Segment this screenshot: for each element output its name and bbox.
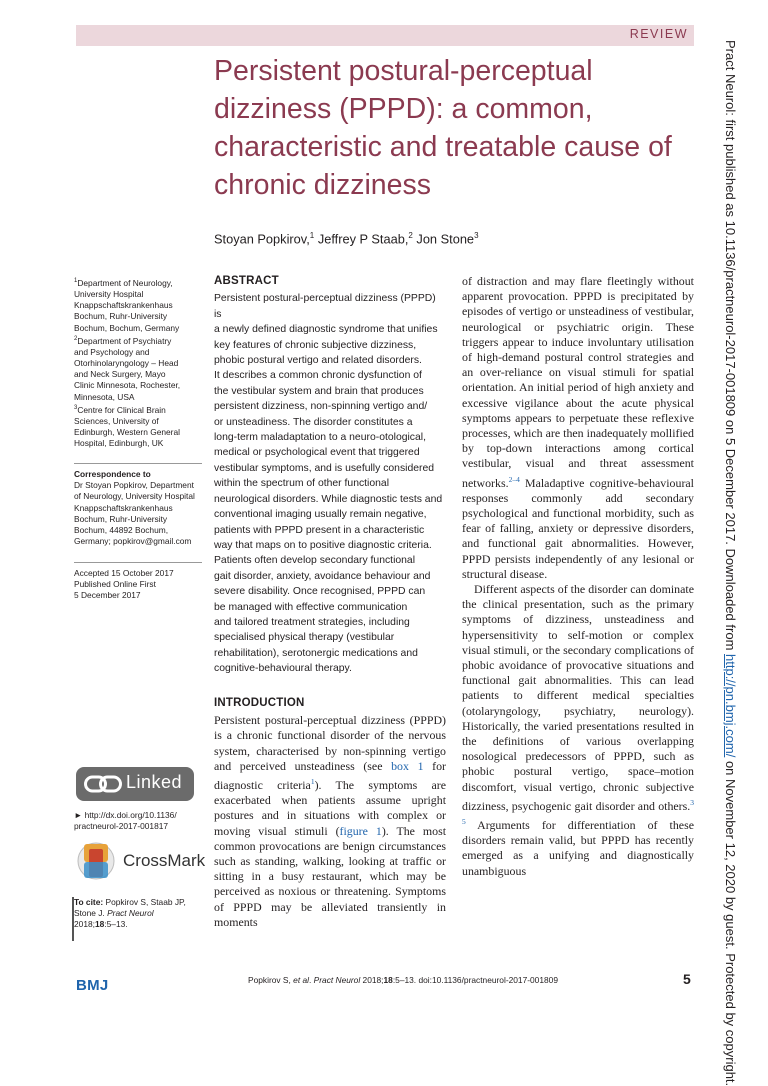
abstract-line: be managed with effective communication [214,601,408,613]
affiliation-line: Department of Psychiatry [77,335,172,346]
related-doi-link[interactable] [74,810,202,832]
footer-journal: Pract Neurol [313,975,361,985]
doi-line[interactable]: ► http://dx.doi.org/10.1136/ [74,810,177,820]
author-affiliation-ref: 1 [309,231,315,240]
correspondence-line: Knappschaftskrankenhaus [74,502,173,513]
introduction-paragraph [214,713,446,930]
affiliation-1 [74,276,202,334]
cite-text: Popkirov S, Staab JP, [105,897,186,907]
body-text: Different aspects of the disorder can dominate the clinical presentation, such as the primary symptoms of dizziness, unsteadiness and hypersensitivity to self-motion or complex visual stimuli, or the secondary complications of phobic avoidance of provocative situations and functional gait abnormalities. This can lead patients to different medical specialties (otolaryngology, psychiatry, neurology). Historically, the varied presentations resulted in the definitions of various overlapping nosological predecessors of PPPD, such as phobic postural vertigo, space–motion discomfort, visual vertigo, chronic subjective dizziness, psychogenic gait disorder and others. [462,582,694,813]
abstract-line: long-term maladaptation to a neuro-otological, [214,432,426,444]
reference-link[interactable]: 1 [310,777,315,787]
footer-volume: 18 [383,975,393,985]
body-paragraph [462,274,694,582]
affiliations [74,276,202,449]
abstract-line: specialised physical therapy (vestibular [214,632,395,644]
doi-line[interactable]: practneurol-2017-001817 [74,821,169,832]
affiliation-2 [74,334,202,403]
introduction-heading: INTRODUCTION [214,697,305,709]
footer-citation [248,975,558,985]
author-name: Jon Stone [416,231,475,247]
affiliation-line: Bochum, Bochum, Germany [74,322,180,333]
abstract-section [214,274,446,677]
abstract-line: and tailored treatment strategies, including [214,616,410,628]
body-text: Maladaptive cognitive-behavioural responses commonly add secondary psychological and functional morbidity, such as fear of falling, anxiety or depressive disorders, and functional gait abnormalities. However, PPPD persists independently of any lesional or structural disease. [462,475,694,581]
abstract-line: or unsteadiness. The disorder constitutes a [214,416,413,428]
chain-link-icon [84,774,122,794]
notice-text: Pract Neurol: first published as 10.1136/practneurol-2017-001809 on 5 December 2017. Downloaded from [723,40,738,655]
affiliation-line: Hospital, Edinburgh, UK [74,438,164,449]
abstract-line: gait disorder, anxiety, avoidance behaviour and [214,570,431,582]
affiliation-line: and Neck Surgery, Mayo [74,369,166,380]
abstract-line: neurological disorders. While diagnostic tests and [214,493,443,505]
affiliation-line: Centre for Clinical Brain [77,404,166,415]
linked-badge[interactable] [76,767,194,801]
bmj-logo: BMJ [76,977,109,994]
affiliation-line: Sciences, University of [74,415,159,426]
abstract-line: conventional imaging usually remain negative, [214,509,427,521]
author-name: Stoyan Popkirov, [214,231,310,247]
affiliation-line: Clinic Minnesota, Rochester, [74,380,181,391]
divider [74,562,202,563]
publication-dates [74,568,202,602]
affiliation-number: 3 [74,404,78,411]
affiliation-line: Knappschaftskrankenhaus [74,300,173,311]
body-text: Persistent postural-perceptual dizziness (PPPD) is a chronic functional disorder of the nervous system, characterised by non-spinning vertigo and perceived unsteadiness (see [214,713,446,773]
download-notice [723,40,738,1086]
abstract-line: Patients often develop secondary functional [214,555,416,567]
notice-text: on November 12, 2020 by guest. Protected by copyright. [723,757,738,1086]
author-affiliation-ref: 3 [474,231,479,240]
figure-1-link[interactable]: figure 1 [339,823,382,838]
body-text: for diagnostic criteria [214,758,446,792]
affiliation-3 [74,403,202,450]
body-right-column [462,274,694,879]
affiliation-line: Otorhinolaryngology – Head [74,358,179,369]
body-paragraph [462,582,694,879]
author-list [214,231,694,246]
affiliation-number: 2 [74,335,78,342]
reference-link[interactable]: 2–4 [508,474,520,484]
abstract-line: key features of chronic subjective dizziness, [214,339,417,351]
page-number: 5 [683,971,691,987]
crossmark-badge[interactable] [76,840,206,882]
correspondence-line: of Neurology, University Hospital [74,491,195,502]
cite-text: 2018; [74,919,95,930]
cite-text: Stone J. [74,908,108,919]
abstract-line: within the spectrum of other functional [214,478,390,490]
body-text: of distraction and may flare fleetingly without apparent provocation. PPPD is precipitated by episodes of vertigo or unsteadiness of vestibular, neurological or psychiatric origin. These triggers appear to induce involuntary utilisation of high-demand postural control strategies and an over-reliance on visual stimuli for spatial orientation. An initial period of high anxiety and excessive vigilance about the acute physical symptoms appears to perpetuate these reflexive processes, which are then inadequately mollified by top-down interactions among cortical vestibular, visual and threat assessment networks. [462,274,694,490]
crossmark-label: CrossMark [123,851,206,870]
cite-label: To cite: [74,897,104,907]
accepted-date: Accepted 15 October 2017 [74,568,174,578]
footer-text: 2018; [360,975,384,985]
abstract-body [214,291,446,676]
abstract-line: severe disability. Once recognised, PPPD can [214,586,426,598]
abstract-line: Persistent postural-perceptual dizziness (PPPD) is [214,293,436,320]
section-banner [76,25,694,46]
abstract-line: a newly defined diagnostic syndrome that unifies [214,324,438,336]
box-1-link[interactable]: box 1 [391,758,424,773]
footer-text: :5–13. doi:10.1136/practneurol-2017-001809 [392,975,558,985]
author-name: Jeffrey P Staab, [317,231,409,247]
correspondence-heading: Correspondence to [74,469,151,479]
affiliation-line: Minnesota, USA [74,391,135,402]
affiliation-line: Bochum, Ruhr-University [74,311,168,322]
abstract-line: phobic postural vertigo and related disorders. [214,355,422,367]
correspondence-line: Bochum, 44892 Bochum, [74,525,169,536]
abstract-line: way that maps on to positive diagnostic criteria. [214,539,432,551]
cite-journal: Pract Neurol [107,908,154,919]
crossmark-icon [76,840,116,882]
author-affiliation-ref: 2 [408,231,413,240]
abstract-line: vestibular symptoms, and is usefully considered [214,462,435,474]
footer-etal: et al [293,975,309,985]
section-label: REVIEW [629,27,688,41]
footer-text: . [309,975,314,985]
correspondence-line: Dr Stoyan Popkirov, Department [74,480,194,491]
body-text: Arguments for differentiation of these disorders remain valid, but PPPD has recently emerged as a unifying and diagnostically unambiguous [462,818,694,878]
affiliation-line: University Hospital [74,289,144,299]
abstract-line: persistent dizziness, non-spinning vertigo and/ [214,401,428,413]
introduction-section [214,696,446,930]
abstract-line: patients with PPPD present in a characteristic [214,524,425,536]
divider [74,463,202,464]
affiliation-line: and Psychology and [74,346,150,357]
abstract-heading: ABSTRACT [214,275,279,287]
abstract-line: rehabilitation), serotonergic medications and [214,647,418,659]
cite-volume: 18 [94,919,105,930]
correspondence-email[interactable]: Germany; popkirov@gmail.com [74,536,192,547]
abstract-line: the vestibular system and brain that produces [214,385,424,397]
journal-url-link[interactable]: http://pn.bmj.com/ [723,654,738,758]
abstract-line: It describes a common chronic dysfunction of [214,370,422,382]
abstract-line: medical or psychological event that triggered [214,447,420,459]
linked-label: Linked [126,772,183,792]
correspondence-line: Bochum, Ruhr-University [74,513,168,524]
published-date: 5 December 2017 [74,590,141,601]
body-text: ). The most common provocations are benign circumstances such as standing, walking, looking at traffic or sitting in a busy restaurant, which may be perceived as noxious or threatening. Symptoms of PPPD may be alleviated transiently in moments [214,823,447,929]
footer-text: Popkirov S, [248,975,294,985]
affiliation-number: 1 [74,278,78,284]
published-label: Published Online First [74,579,156,590]
cite-text: :5–13. [104,919,128,930]
correspondence [74,469,202,547]
body-text: ). The symptoms are exacerbated when patients assume upright postures and in situations with complex or moving visual stimuli ( [214,777,446,838]
affiliation-line: Edinburgh, Western General [74,427,180,438]
reference-link[interactable]: 3 5 [462,797,694,827]
citation-box [74,897,202,941]
affiliation-line: Department of Neurology, [77,277,173,288]
article-title: Persistent postural-perceptual dizziness (PPPD): a common, characteristic and treatable cause of chronic dizziness [214,55,672,201]
abstract-line: cognitive-behavioural therapy. [214,663,352,675]
